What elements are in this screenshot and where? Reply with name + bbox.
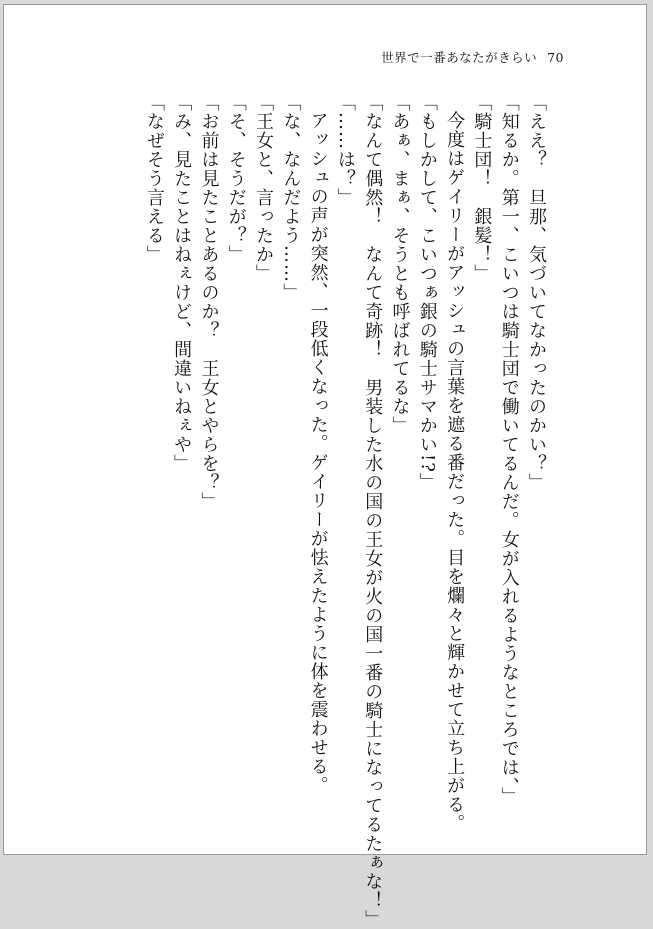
book-page bbox=[3, 4, 647, 929]
text-line: 「そ、そうだが？」 bbox=[225, 93, 247, 264]
text-line: 「ええ？ 旦那、気づいてなかったのかい？」 bbox=[526, 93, 547, 492]
text-line: 「あぁ、まぁ、そうとも呼ばれてるな」 bbox=[389, 93, 411, 435]
text-line: 今度はゲイリーがアッシュの言葉を遮る番だった。目を爛々と輝かせて立ち上がる。 bbox=[444, 111, 466, 833]
book-title: 世界で一番あなたがきらい bbox=[381, 50, 538, 65]
text-line: 「な、なんだよう……」 bbox=[280, 93, 302, 302]
text-line: 「お前は見たことあるのか？ 王女とやらを？」 bbox=[198, 93, 220, 511]
running-header bbox=[381, 48, 564, 66]
text-line: 「……は？」 bbox=[334, 93, 356, 207]
vertical-body-text bbox=[141, 93, 550, 929]
text-line: 「もしかして、こいつぁ銀の騎士サマかい!?」 bbox=[416, 93, 438, 492]
page-number: 70 bbox=[547, 50, 564, 65]
text-line: 「なぜそう言える」 bbox=[143, 93, 165, 264]
text-line: 「騎士団！ 銀髪！」 bbox=[471, 93, 493, 283]
text-line: 「知るか。第一、こいつは騎士団で働いてるんだ。女が入れるようなところでは、」 bbox=[498, 93, 520, 806]
text-line: 「み、見たことはねぇけど、間違いねぇや」 bbox=[171, 93, 193, 473]
text-line: 「王女と、言ったか」 bbox=[253, 93, 275, 283]
text-line: アッシュの声が突然、一段低くなった。ゲイリーが怯えたように体を震わせる。 bbox=[307, 111, 329, 795]
text-line: 「なんて偶然！ なんて奇跡！ 男装した水の国の王女が火の国一番の騎士になってるたぁな！」 bbox=[362, 93, 384, 929]
